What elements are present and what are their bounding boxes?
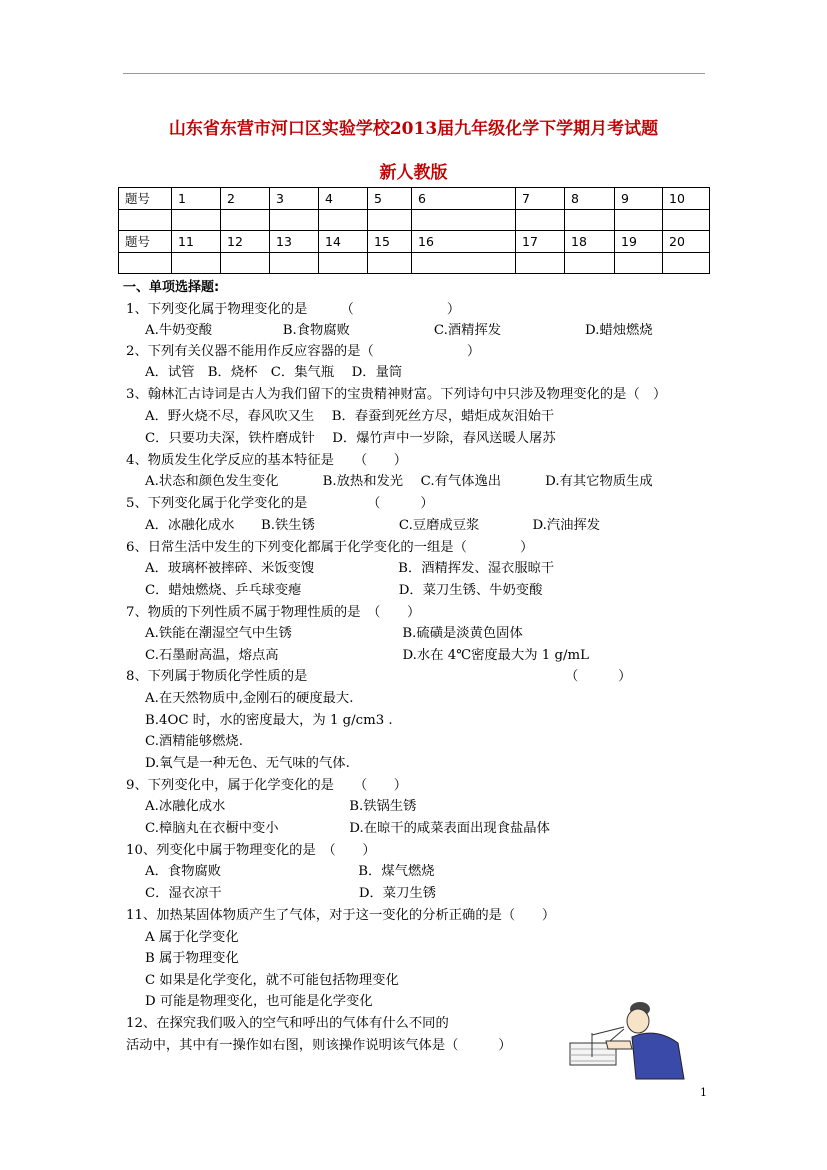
table-cell: 17 bbox=[516, 231, 565, 253]
option-line: A．玻璃杯被摔碎、米饭变馊 B．酒精挥发、湿衣服晾干 bbox=[145, 561, 555, 576]
answer-bracket: （ ） bbox=[565, 669, 632, 684]
score-table bbox=[118, 187, 710, 274]
table-cell bbox=[615, 252, 663, 274]
option-line: A 属于化学变化 bbox=[145, 930, 239, 945]
header-rule bbox=[123, 73, 705, 74]
table-cell: 13 bbox=[270, 231, 319, 253]
option-line: D 可能是物理变化，也可能是化学变化 bbox=[145, 994, 373, 1009]
question-line: 3、翰林汇古诗词是古人为我们留下的宝贵精神财富。下列诗句中只涉及物理变化的是（ ） bbox=[126, 387, 667, 402]
table-cell bbox=[319, 209, 368, 231]
section-heading: 一、单项选择题: bbox=[123, 280, 220, 295]
option-line: C.酒精能够燃烧. bbox=[145, 734, 243, 749]
table-cell bbox=[221, 252, 270, 274]
question-line: 7、物质的下列性质不属于物理性质的是 （ ） bbox=[126, 605, 421, 620]
table-cell: 5 bbox=[368, 188, 412, 210]
question-line: 10、列变化中属于物理变化的是 （ ） bbox=[126, 843, 376, 858]
table-cell bbox=[565, 209, 615, 231]
question-line: 5、下列变化属于化学变化的是 （ ） bbox=[126, 496, 434, 511]
table-cell bbox=[368, 252, 412, 274]
question-line: 9、下列变化中，属于化学变化的是 （ ） bbox=[126, 778, 408, 793]
option-line: B.4OC 时，水的密度最大，为 1 g/cm3 . bbox=[145, 713, 393, 728]
question-line: 8、下列属于物质化学性质的是 bbox=[126, 669, 308, 684]
score-table-row bbox=[119, 252, 710, 274]
table-cell: 题号 bbox=[119, 188, 172, 210]
table-cell bbox=[270, 252, 319, 274]
question-line: 4、物质发生化学反应的基本特征是 （ ） bbox=[126, 453, 408, 468]
table-cell: 15 bbox=[368, 231, 412, 253]
table-cell: 16 bbox=[412, 231, 516, 253]
table-cell: 2 bbox=[221, 188, 270, 210]
table-cell bbox=[412, 209, 516, 231]
question-line: 12、在探究我们吸入的空气和呼出的气体有什么不同的 bbox=[126, 1016, 449, 1031]
table-cell bbox=[119, 252, 172, 274]
table-cell bbox=[663, 252, 710, 274]
option-line: C．蜡烛燃烧、乒乓球变瘪 D．菜刀生锈、牛奶变酸 bbox=[145, 583, 543, 598]
table-cell: 4 bbox=[319, 188, 368, 210]
table-cell bbox=[221, 209, 270, 231]
question-line: 11、加热某固体物质产生了气体，对于这一变化的分析正确的是（ ） bbox=[126, 908, 556, 923]
option-line: C.樟脑丸在衣橱中变小 D.在晾干的咸菜表面出现食盐晶体 bbox=[145, 821, 550, 836]
option-line: C．只要功夫深，铁杵磨成针 D．爆竹声中一岁除，春风送暖人屠苏 bbox=[145, 431, 556, 446]
score-table-row bbox=[119, 188, 710, 210]
table-cell: 9 bbox=[615, 188, 663, 210]
question-line: 活动中，其中有一操作如右图，则该操作说明该气体是（ ） bbox=[126, 1038, 512, 1053]
option-line: A．冰融化成水 B.铁生锈 C.豆磨成豆浆 D.汽油挥发 bbox=[145, 518, 601, 533]
table-cell: 11 bbox=[172, 231, 221, 253]
option-line: C.石墨耐高温，熔点高 D.水在 4℃密度最大为 1 g/mL bbox=[145, 648, 589, 663]
question-line: 1、下列变化属于物理变化的是 （ ） bbox=[126, 302, 461, 317]
question-line: 6、日常生活中发生的下列变化都属于化学变化的一组是（ ） bbox=[126, 540, 534, 555]
score-table-row bbox=[119, 209, 710, 231]
score-table-row bbox=[119, 231, 710, 253]
page-number: 1 bbox=[700, 1086, 707, 1099]
table-cell: 6 bbox=[412, 188, 516, 210]
option-line: A.铁能在潮湿空气中生锈 B.硫磺是淡黄色固体 bbox=[145, 626, 523, 641]
table-cell: 8 bbox=[565, 188, 615, 210]
table-cell bbox=[172, 209, 221, 231]
table-cell bbox=[368, 209, 412, 231]
exam-subtitle: 新人教版 bbox=[379, 163, 448, 183]
exam-title: 山东省东营市河口区实验学校2013届九年级化学下学期月考试题 bbox=[168, 119, 659, 139]
table-cell bbox=[319, 252, 368, 274]
table-cell bbox=[172, 252, 221, 274]
table-cell bbox=[270, 209, 319, 231]
table-cell: 7 bbox=[516, 188, 565, 210]
option-line: A.状态和颜色发生变化 B.放热和发光 C.有气体逸出 D.有其它物质生成 bbox=[145, 474, 653, 489]
breathing-experiment-figure bbox=[566, 997, 694, 1085]
table-cell: 题号 bbox=[119, 231, 172, 253]
option-line: A.冰融化成水 B.铁锅生锈 bbox=[145, 799, 417, 814]
table-cell bbox=[516, 252, 565, 274]
option-line: A．野火烧不尽，春风吹又生 B．春蚕到死丝方尽，蜡炬成灰泪始干 bbox=[145, 409, 555, 424]
table-cell: 14 bbox=[319, 231, 368, 253]
option-line: D.氧气是一种无色、无气味的气体. bbox=[145, 756, 350, 771]
table-cell: 3 bbox=[270, 188, 319, 210]
table-cell: 18 bbox=[565, 231, 615, 253]
option-line: C 如果是化学变化，就不可能包括物理变化 bbox=[145, 973, 399, 988]
option-line: A．食物腐败 B．煤气燃烧 bbox=[145, 864, 435, 879]
table-cell bbox=[119, 209, 172, 231]
option-line: A.在天然物质中,金刚石的硬度最大. bbox=[145, 691, 354, 706]
table-cell: 1 bbox=[172, 188, 221, 210]
option-line: C．湿衣凉干 D．菜刀生锈 bbox=[145, 886, 436, 901]
table-cell bbox=[663, 209, 710, 231]
table-cell: 10 bbox=[663, 188, 710, 210]
option-line: A．试管 B．烧杯 C．集气瓶 D．量筒 bbox=[145, 365, 403, 380]
table-cell bbox=[565, 252, 615, 274]
table-cell: 12 bbox=[221, 231, 270, 253]
table-cell bbox=[615, 209, 663, 231]
table-cell: 19 bbox=[615, 231, 663, 253]
option-line: B 属于物理变化 bbox=[145, 951, 239, 966]
table-cell bbox=[516, 209, 565, 231]
option-line: A.牛奶变酸 B.食物腐败 C.酒精挥发 D.蜡烛燃烧 bbox=[145, 323, 653, 338]
table-cell bbox=[412, 252, 516, 274]
question-line: 2、下列有关仪器不能用作反应容器的是（ ） bbox=[126, 344, 481, 359]
table-cell: 20 bbox=[663, 231, 710, 253]
